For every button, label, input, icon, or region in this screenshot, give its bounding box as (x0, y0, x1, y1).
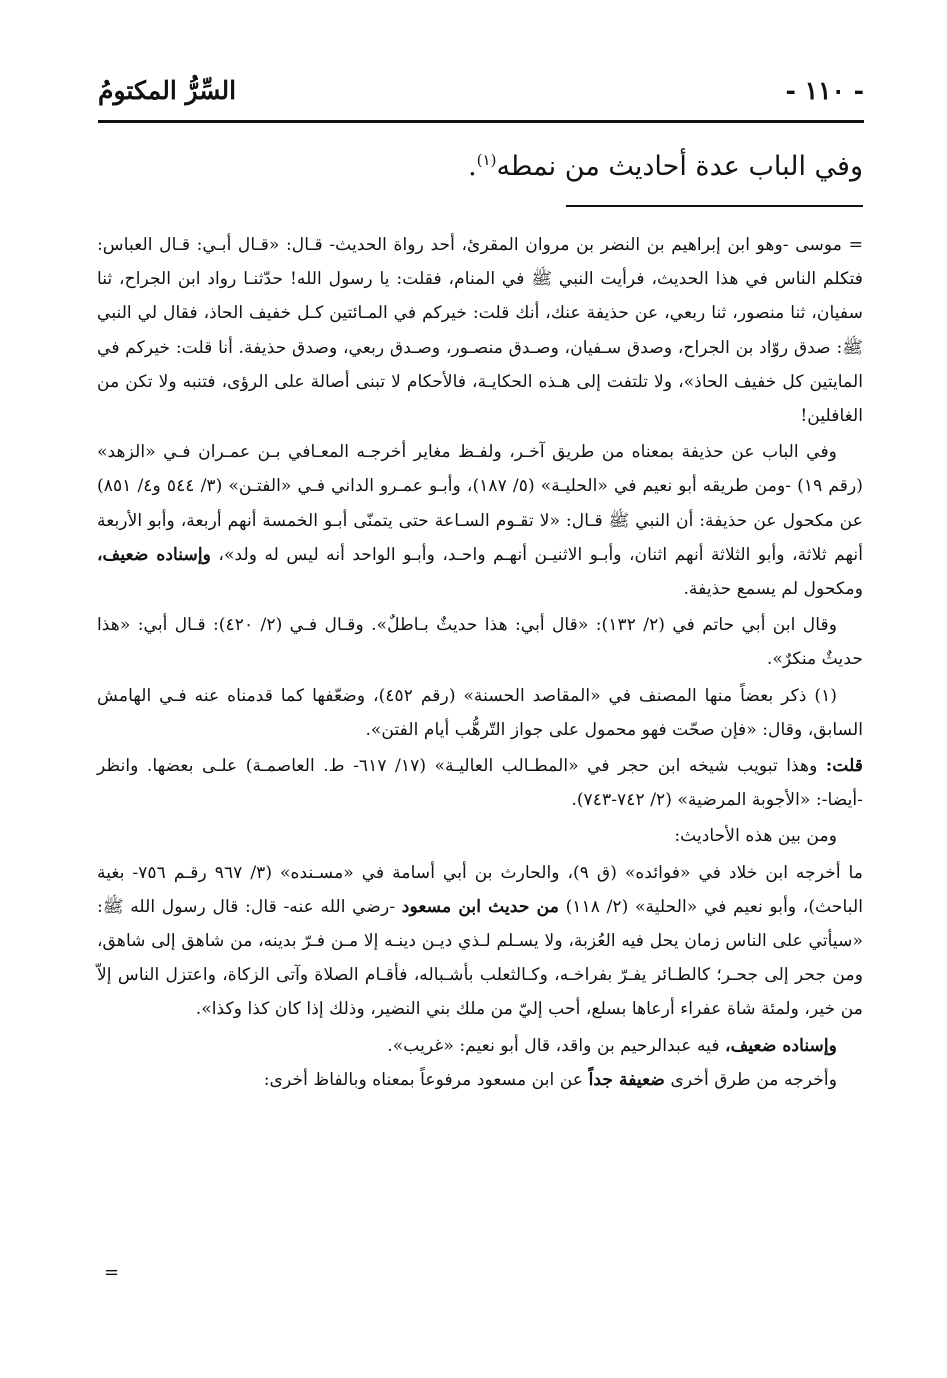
note-bold-8: وإسناده ضعيف، (725, 1035, 837, 1056)
page-header (98, 70, 864, 123)
note-paragraph-5 (97, 749, 863, 817)
main-sentence: وفي الباب عدة أحاديث من نمطه (496, 151, 863, 182)
note-paragraph-2 (97, 435, 863, 606)
main-text (103, 140, 863, 187)
note-text-6: ومن بين هذه الأحاديث: (674, 826, 837, 847)
note-text-2: وفي الباب عن حذيفة بمعناه من طريق آخـر، ولفـظ مغاير أخرجـه المعـافي بـن عمـران فـي «الزهد» (رقم ١٩) -ومن طريقه أبو نعيم في «الحليـة» (٥/ ١٨٧)، وأبـو عمـرو الداني فـي «الفتـن» (٣/ ٥٤٤ و٤/ ٨٥١) عن مكحول عن حذيفة: أن النبي ﷺ قـال: «لا تقـوم السـاعة حتى يتمنّى أبـو الخمسة أنهم أربعة، وأبو الأربعة أنهم ثلاثة، وأبو الثلاثة أنهم اثنان، وأبـو الاثنيـن أنهـم واحـد، وأبـو الواحد أنه ليس له ولد»، (97, 442, 864, 565)
note-text-3: وقال ابن أبي حاتم في (٢/ ١٣٢): «قال أبي: هذا حديثٌ بـاطلٌ». وقـال فـي (٢/ ٤٢٠): قـال أبي: «هذا حديثٌ منكرٌ». (97, 615, 863, 670)
note-text-5: وهذا تبويب شيخه ابن حجر في «المطـالب العاليـة» (١٧/ ٦١٧- ط. العاصمـة) علـى بعضها. وانظر -أيضا-: «الأجوبة المرضية» (٢/ ٧٤٢-٧٤٣). (97, 756, 863, 811)
footnote-separator (566, 205, 863, 207)
footnote-1-text: (١) ذكر بعضاً منها المصنف في «المقاصد الحسنة» (رقم ٤٥٢)، وضعّفها كما قدمناه عنه فـي الهامش السابق، وقال: «فإن صحّت فهو محمول على جواز التّرهُّب أيام الفتن». (97, 685, 863, 740)
book-title: السِّرُّ المكتومُ (98, 76, 237, 105)
note-text-7a: ما أخرجه ابن خلاد في «فوائده» (ق ٩)، والحارث بن أبي أسامة في «مسـنده» (٣/ ٩٦٧ رقـم ٧٥٦- بغية الباحث)، وأبو نعيم في «الحلية» (٢/ ١١٨) (97, 862, 863, 917)
note-bold-5: قلت: (825, 756, 863, 777)
main-end-punct: . (468, 151, 477, 182)
note-bold-9: ضعيفة جداً (588, 1069, 665, 1090)
note-text-9a: وأخرجه من طرق أخرى (670, 1069, 837, 1090)
note-bold-2: وإسناده ضعيف، (97, 544, 211, 565)
note-text-9b: عن ابن مسعود مرفوعاً بمعناه وبالفاظ أخرى: (263, 1069, 584, 1090)
note-text-7b: -رضي الله عنه- قال: قال رسول الله ﷺ: «سيأتي على الناس زمان يحل فيه العُزبة، ولا يسـلم لـذي ديـن دينـه إلا مـن فـرّ بدينه، من شاهق إلى شاهق، ومن جحر إلى جحـر؛ كالطـائر يفـرّ بفراخـه، وكـالثعلب بأشـباله، فأقـام الصلاة وآتى الزكاة، واعتزل الناس إلاّ من خير، ولمئة شاة عفراء أرعاها بسلع، أحب إليّ من ملك بني النضير، وذلك إذا كان كذا وكذا». (97, 896, 863, 1020)
note-paragraph-6 (97, 819, 863, 853)
note-paragraph-9 (97, 1063, 863, 1097)
note-paragraph-7 (97, 856, 863, 1027)
footnote-reference: (١) (476, 151, 497, 169)
page-number: - ١١٠ - (785, 76, 864, 105)
note-text-1: موسى -وهو ابن إبراهيم بن النضر بن مروان المقرئ، أحد رواة الحديث- قـال: «قـال أبـي: قـال العباس: فتكلم الناس في هذا الحديث، فرأيت النبي ﷺ في المنام، فقلت: يا رسول الله! حدّثنـا رواد ابن الجراح، ثنا سفيان، ثنا منصور، ثنا ربعي، عن حذيفة عنك، أنك قلت: خيركم في المـائتين كـل خفيف الحاذ، فقال لي النبي ﷺ: صدق روّاد بن الجراح، وصدق سـفيان، وصـدق منصـور، وصـدق ربعي، وصدق حذيفة. أنا قلت: خيركم في المايتين كل خفيف الحاذ»، ولا تلتفت إلى هـذه الحكايـة، فالأحكام لا تبنى أصالة على الرؤى، فتنبه ولا تكن من الغافلين! (97, 235, 863, 427)
continuation-mark-end: = (104, 1262, 120, 1283)
continuation-mark-start: = (848, 235, 864, 255)
note-paragraph-8 (97, 1029, 863, 1063)
footnote-1 (97, 679, 863, 747)
note-paragraph-3 (97, 608, 863, 676)
note-bold-7: من حديث ابن مسعود (401, 896, 559, 917)
note-text-8: فيه عبدالرحيم بن واقد، قال أبو نعيم: «غريب». (387, 1035, 720, 1056)
footnotes-section (97, 228, 863, 1097)
note-text-2-end: ومكحول لم يسمع حذيفة. (683, 579, 863, 600)
note-paragraph-1 (97, 228, 863, 433)
